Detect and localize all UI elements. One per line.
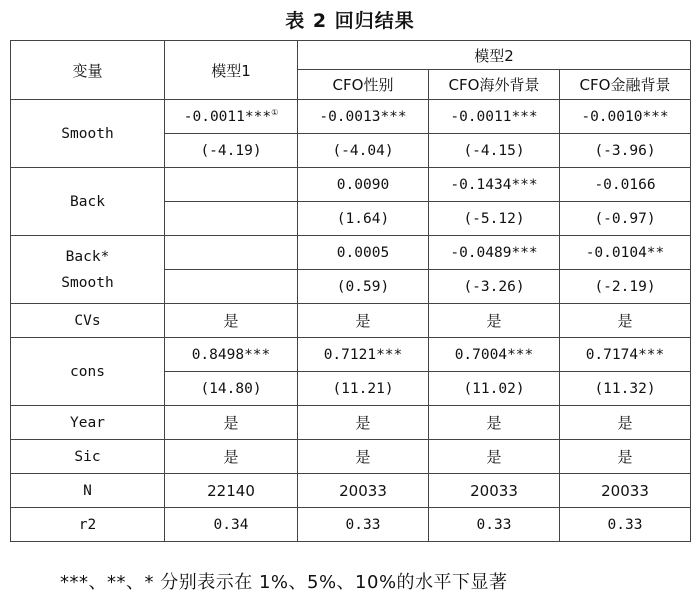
table-row-r2 (11, 508, 691, 542)
cell: 是 (298, 440, 429, 474)
cell: -0.0010*** (560, 100, 691, 134)
regression-table (10, 40, 691, 542)
model2-header: 模型2 (298, 41, 691, 70)
cell: -0.0489*** (429, 236, 560, 270)
cell: (-5.12) (429, 202, 560, 236)
cell: 0.7004*** (429, 338, 560, 372)
cell: (-4.15) (429, 134, 560, 168)
coef-value: -0.0011*** (183, 108, 272, 125)
cell: -0.0011*** (429, 100, 560, 134)
variable-header: 变量 (11, 41, 165, 100)
cell: 是 (560, 406, 691, 440)
cell: (-0.97) (560, 202, 691, 236)
row-label-smooth: Smooth (11, 100, 165, 168)
cell: (11.21) (298, 372, 429, 406)
cell: 是 (429, 304, 560, 338)
cell: 20033 (429, 474, 560, 508)
footnote-mark: ① (271, 107, 279, 117)
cell: 是 (298, 406, 429, 440)
cell: (-4.04) (298, 134, 429, 168)
cell: (-2.19) (560, 270, 691, 304)
cell: 是 (298, 304, 429, 338)
cell: 0.33 (429, 508, 560, 542)
cell: (11.32) (560, 372, 691, 406)
table-title: 表 2 回归结果 (285, 10, 415, 32)
row-label-cons: cons (11, 338, 165, 406)
cell: (1.64) (298, 202, 429, 236)
table-row-n (11, 474, 691, 508)
cell: 是 (560, 304, 691, 338)
table-row-cvs (11, 304, 691, 338)
table-row-back-smooth-coef (11, 236, 691, 270)
cell: 是 (429, 440, 560, 474)
cell: -0.0166 (560, 168, 691, 202)
table-row-year (11, 406, 691, 440)
cell: 0.0090 (298, 168, 429, 202)
header-row (11, 41, 691, 70)
subheader-cfo-gender: CFO性别 (298, 70, 429, 100)
cell (165, 100, 298, 134)
cell: 是 (429, 406, 560, 440)
row-label-back-smooth (11, 236, 165, 304)
cell: (14.80) (165, 372, 298, 406)
cell: -0.0013*** (298, 100, 429, 134)
cell: 0.34 (165, 508, 298, 542)
cell: 22140 (165, 474, 298, 508)
cell: 0.7121*** (298, 338, 429, 372)
cell: (-3.26) (429, 270, 560, 304)
cell: 20033 (298, 474, 429, 508)
cell (165, 236, 298, 270)
row-label-line: Smooth (61, 274, 114, 291)
cell (165, 270, 298, 304)
cell (165, 168, 298, 202)
cell: 0.8498*** (165, 338, 298, 372)
row-label-back: Back (11, 168, 165, 236)
row-label-line: Back* (65, 248, 110, 265)
row-label-year: Year (11, 406, 165, 440)
cell: 0.33 (560, 508, 691, 542)
table-row-back-coef (11, 168, 691, 202)
cell: -0.1434*** (429, 168, 560, 202)
cell: (-3.96) (560, 134, 691, 168)
cell: (11.02) (429, 372, 560, 406)
cell: -0.0104** (560, 236, 691, 270)
cell: 是 (560, 440, 691, 474)
cell: 0.0005 (298, 236, 429, 270)
cell: (-4.19) (165, 134, 298, 168)
cell (165, 202, 298, 236)
cell: 0.7174*** (560, 338, 691, 372)
significance-note: ***、**、* 分别表示在 1%、5%、10%的水平下显著 (60, 572, 508, 593)
cell: 是 (165, 406, 298, 440)
subheader-cfo-finance: CFO金融背景 (560, 70, 691, 100)
table-row-sic (11, 440, 691, 474)
model1-header: 模型1 (165, 41, 298, 100)
cell: 20033 (560, 474, 691, 508)
row-label-r2: r2 (11, 508, 165, 542)
table-row-cons-coef (11, 338, 691, 372)
subheader-cfo-overseas: CFO海外背景 (429, 70, 560, 100)
table-row-smooth-coef (11, 100, 691, 134)
cell: 0.33 (298, 508, 429, 542)
cell: 是 (165, 304, 298, 338)
cell: 是 (165, 440, 298, 474)
row-label-sic: Sic (11, 440, 165, 474)
row-label-cvs: CVs (11, 304, 165, 338)
cell: (0.59) (298, 270, 429, 304)
row-label-n: N (11, 474, 165, 508)
